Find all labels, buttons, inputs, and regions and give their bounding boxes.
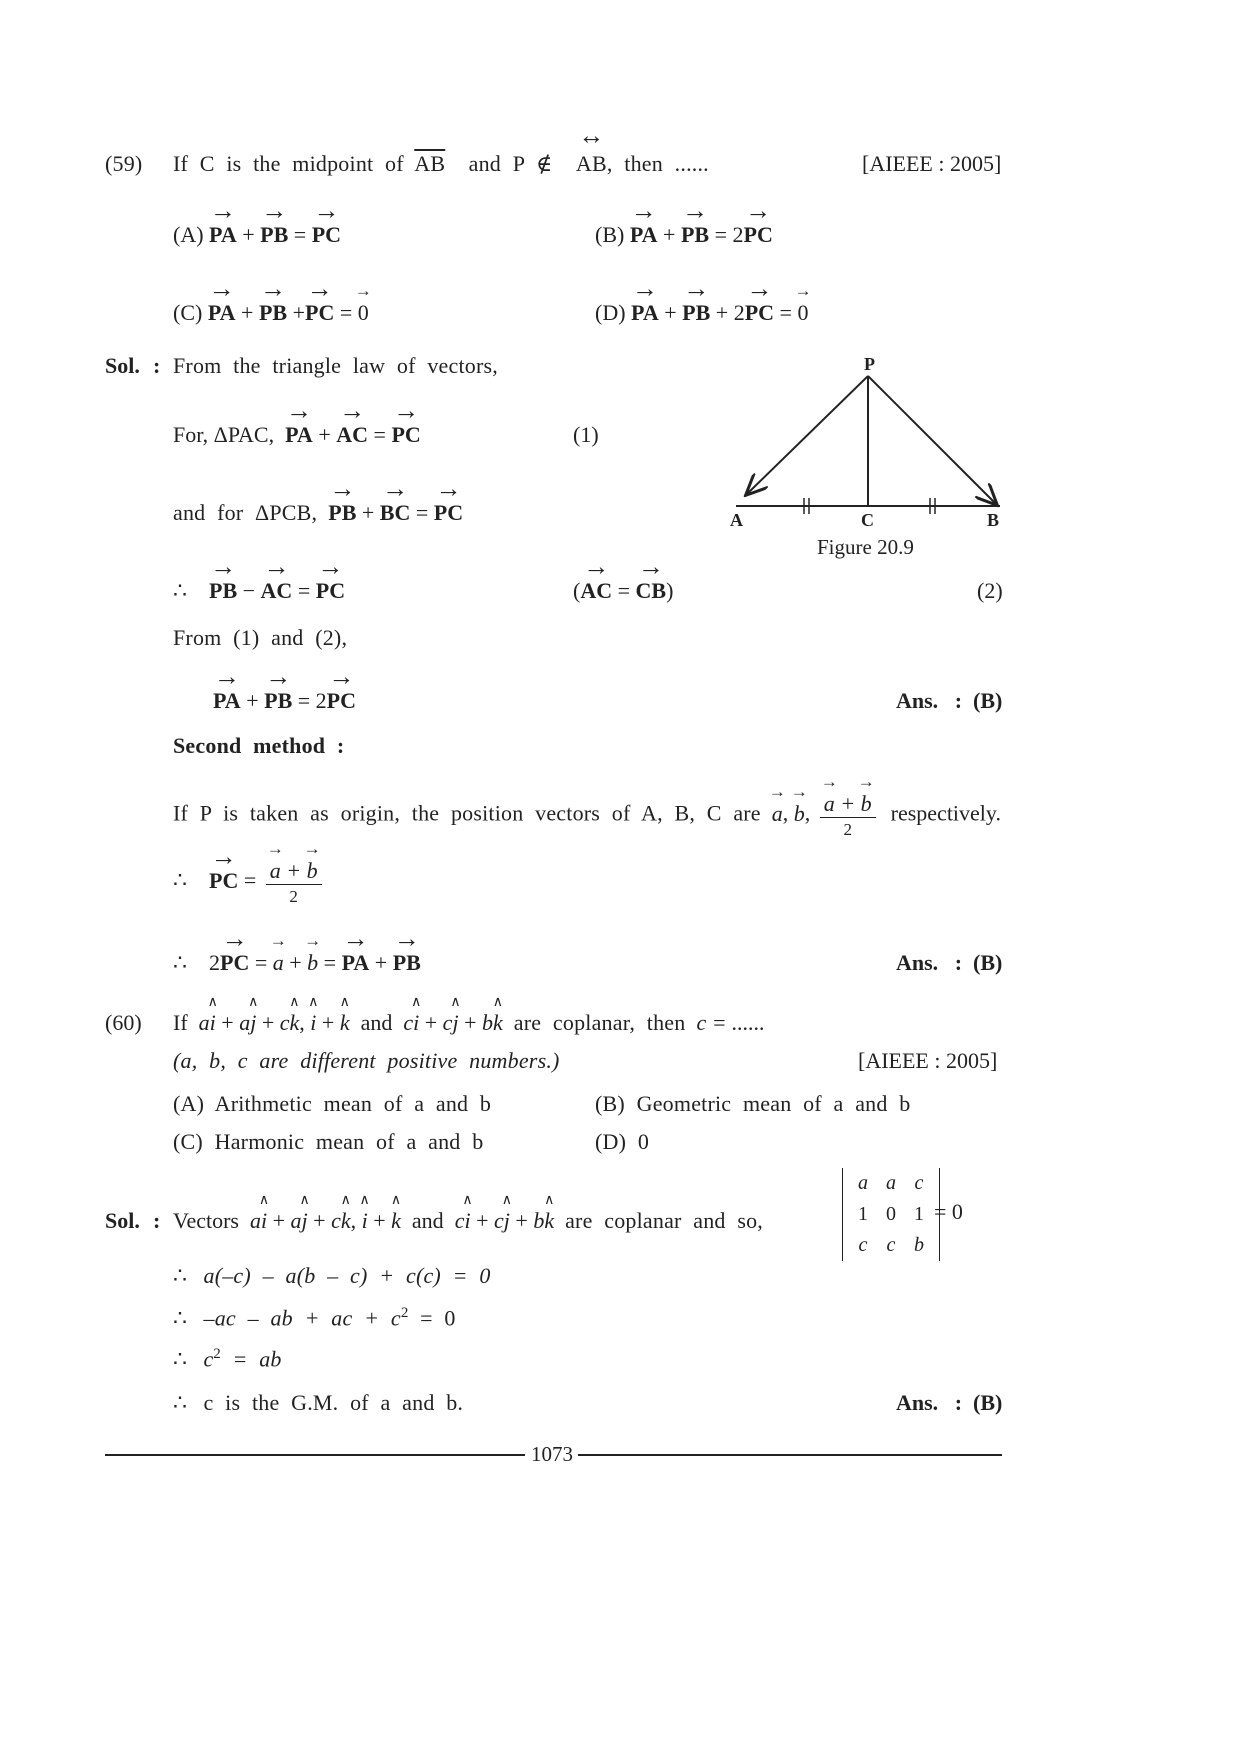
step-1 <box>173 1265 491 1287</box>
exponent: 2 <box>213 1346 221 1362</box>
eq-pcb-line: and for ΔPCB, → PB + → BC = → PC <box>173 502 463 524</box>
therefore-symbol: ∴ <box>173 1346 187 1372</box>
q59-stem-start: If C is the midpoint of <box>173 151 404 176</box>
q60-stem: If a∧ i + a∧ j + c∧ k, ∧ i + ∧ k and c∧ i + c∧ j + b∧ k are coplanar, then c = ...... <box>173 1012 765 1034</box>
q59-stem <box>173 153 709 175</box>
side-pb <box>868 376 996 504</box>
pc-line: ∴ → PC = → $\frac{a + \to b}{2}$ <box>173 860 326 905</box>
ans-colon: : <box>954 688 963 713</box>
vector-b: → b <box>794 803 805 825</box>
q59-option-a: (A) → PA + → PB = → PC <box>173 224 341 246</box>
eq2-tag: (2) <box>977 578 1003 603</box>
ans-value: (B) <box>973 688 1003 713</box>
respectively-text: respectively. <box>890 800 1001 826</box>
position-vector-line: If P is taken as origin, the position vectors of A, B, C are → a, → b, → $\frac{a + \to b}{2}$ respectively. <box>173 793 1001 838</box>
det-cell: 1 <box>858 1203 868 1225</box>
q60-number: (60) <box>105 1010 142 1035</box>
label-p: P <box>864 354 875 374</box>
coefficient: 2 <box>733 300 745 325</box>
q60-option-b: (B) Geometric mean of a and b <box>595 1091 911 1116</box>
ans-label: Ans. <box>896 950 939 975</box>
sol60-colon: : <box>153 1208 161 1233</box>
sol60-label: Sol. <box>105 1208 140 1233</box>
vector-a: → a <box>772 803 783 825</box>
det-cell: a <box>886 1172 896 1194</box>
fraction-a-plus-b-over-2: → $\frac{a + \to b}{2}$ <box>266 860 322 905</box>
eq1-tag: (1) <box>573 422 599 447</box>
coefficient: 2 <box>209 950 220 975</box>
option-label: (C) <box>173 300 203 325</box>
label-c: C <box>861 510 874 530</box>
footer-rule-left <box>105 1454 525 1456</box>
figure-caption: Figure 20.9 <box>817 535 914 559</box>
q59-stem-end: , then ...... <box>606 151 709 176</box>
sol60-statement: Vectors a∧ i + a∧ j + c∧ k, ∧ i + ∧ k and c∧ i + c∧ j + b∧ k are coplanar and so, <box>173 1210 763 1232</box>
footer-rule-right <box>578 1454 1002 1456</box>
final-line: ∴ 2→ PC = → a + → b = → PA + → PB <box>173 952 421 974</box>
det-cell: 1 <box>914 1203 924 1225</box>
for-pcb: and for ΔPCB, <box>173 500 318 525</box>
therefore-symbol: ∴ <box>173 950 187 975</box>
zero-vector: → 0 <box>797 302 808 324</box>
therefore-symbol: ∴ <box>173 1305 187 1331</box>
q60-option-d: (D) 0 <box>595 1129 650 1154</box>
result-line: → PA + → PB = 2→ PC <box>213 690 356 712</box>
q59-number: (59) <box>105 151 143 176</box>
det-cell: b <box>914 1234 924 1256</box>
for-pac: For, ΔPAC, <box>173 422 275 447</box>
and-word: and <box>360 1010 393 1035</box>
step-2-text: –ac – ab + ac + c <box>203 1305 401 1331</box>
step-3 <box>173 1347 282 1370</box>
q59-source: [AIEEE : 2005] <box>862 151 1002 176</box>
det-cell: a <box>858 1172 868 1194</box>
page-number: 1073 <box>531 1442 573 1466</box>
coefficient: 2 <box>315 688 327 713</box>
determinant <box>842 1168 940 1261</box>
vectors-word: Vectors <box>173 1208 239 1233</box>
segment-ab: $\overline{AB}$ <box>414 151 446 176</box>
denominator: 2 <box>843 820 852 839</box>
step-1-text: a(–c) – a(b – c) + c(c) = 0 <box>203 1263 491 1288</box>
option-label: (D) <box>595 300 626 325</box>
q59-stem-mid: and P ∉ <box>468 151 553 176</box>
and-word: and <box>411 1208 444 1233</box>
eq2-note: (→ AC = → CB) <box>573 580 673 602</box>
sol59-intro: From the triangle law of vectors, <box>173 353 498 378</box>
q60-option-a: (A) Arithmetic mean of a and b <box>173 1091 492 1116</box>
ans-value: (B) <box>973 950 1003 975</box>
option-label: (A) <box>173 222 204 247</box>
eq1-line: For, ΔPAC, → PA + → AC = → PC <box>173 424 421 446</box>
ans-colon: : <box>954 1390 963 1415</box>
if-word: If <box>173 1010 188 1035</box>
det-cell: c <box>914 1172 924 1194</box>
q60-option-c: (C) Harmonic mean of a and b <box>173 1129 484 1154</box>
zero-vector: → 0 <box>358 302 369 324</box>
det-cell: c <box>886 1234 896 1256</box>
denominator: 2 <box>289 887 298 906</box>
label-b: B <box>987 510 1000 530</box>
det-cell: c <box>858 1234 868 1256</box>
ans-value: (B) <box>973 1390 1003 1415</box>
sol59-colon: : <box>153 353 161 378</box>
ans-label: Ans. <box>896 1390 939 1415</box>
option-label: (B) <box>595 222 625 247</box>
answer-60 <box>896 1392 1002 1414</box>
fraction-a-plus-b-over-2: → $\frac{a + \to b}{2}$ <box>820 793 876 838</box>
second-method-heading: Second method : <box>173 733 345 758</box>
q59-option-d: (D) → PA + → PB + 2→ PC = → 0 <box>595 302 808 324</box>
step-4-text: c is the G.M. of a and b. <box>203 1390 464 1415</box>
coefficient: 2 <box>732 222 744 247</box>
therefore-symbol: ∴ <box>173 578 187 603</box>
eq2-line: ∴ → PB − → AC = → PC <box>173 580 345 602</box>
det-cell: 0 <box>886 1203 896 1225</box>
sol59-label: Sol. <box>105 353 140 378</box>
side-pa <box>747 376 868 494</box>
step-3-lhs: c <box>203 1346 214 1372</box>
ans-colon: : <box>954 950 963 975</box>
answer-59-a <box>896 690 1002 712</box>
q60-source: [AIEEE : 2005] <box>858 1048 998 1073</box>
step-2-rhs: = 0 <box>408 1305 456 1331</box>
answer-59-b <box>896 952 1002 974</box>
therefore-symbol: ∴ <box>173 867 187 893</box>
c-equals: c = ...... <box>696 1010 766 1035</box>
determinant-equals: = 0 <box>934 1199 963 1224</box>
line-ab: ↔ AB <box>576 153 607 175</box>
ans-label: Ans. <box>896 688 939 713</box>
sol60-tail: are coplanar and so, <box>565 1208 763 1233</box>
q60-tail: are coplanar, then <box>513 1010 686 1035</box>
q59-option-c: (C) → PA + → PB +→ PC = → 0 <box>173 302 369 324</box>
q60-note: (a, b, c are different positive numbers.) <box>173 1048 560 1073</box>
therefore-symbol: ∴ <box>173 1263 187 1288</box>
therefore-symbol: ∴ <box>173 1390 187 1415</box>
step-4 <box>173 1392 463 1414</box>
from-1-and-2: From (1) and (2), <box>173 625 348 650</box>
step-2 <box>173 1306 456 1329</box>
position-vector-text: If P is taken as origin, the position vectors of A, B, C are <box>173 800 761 826</box>
q59-option-b: (B) → PA + → PB = 2→ PC <box>595 224 773 246</box>
label-a: A <box>730 510 743 530</box>
step-3-rhs: = ab <box>220 1346 282 1372</box>
exponent: 2 <box>400 1305 409 1321</box>
